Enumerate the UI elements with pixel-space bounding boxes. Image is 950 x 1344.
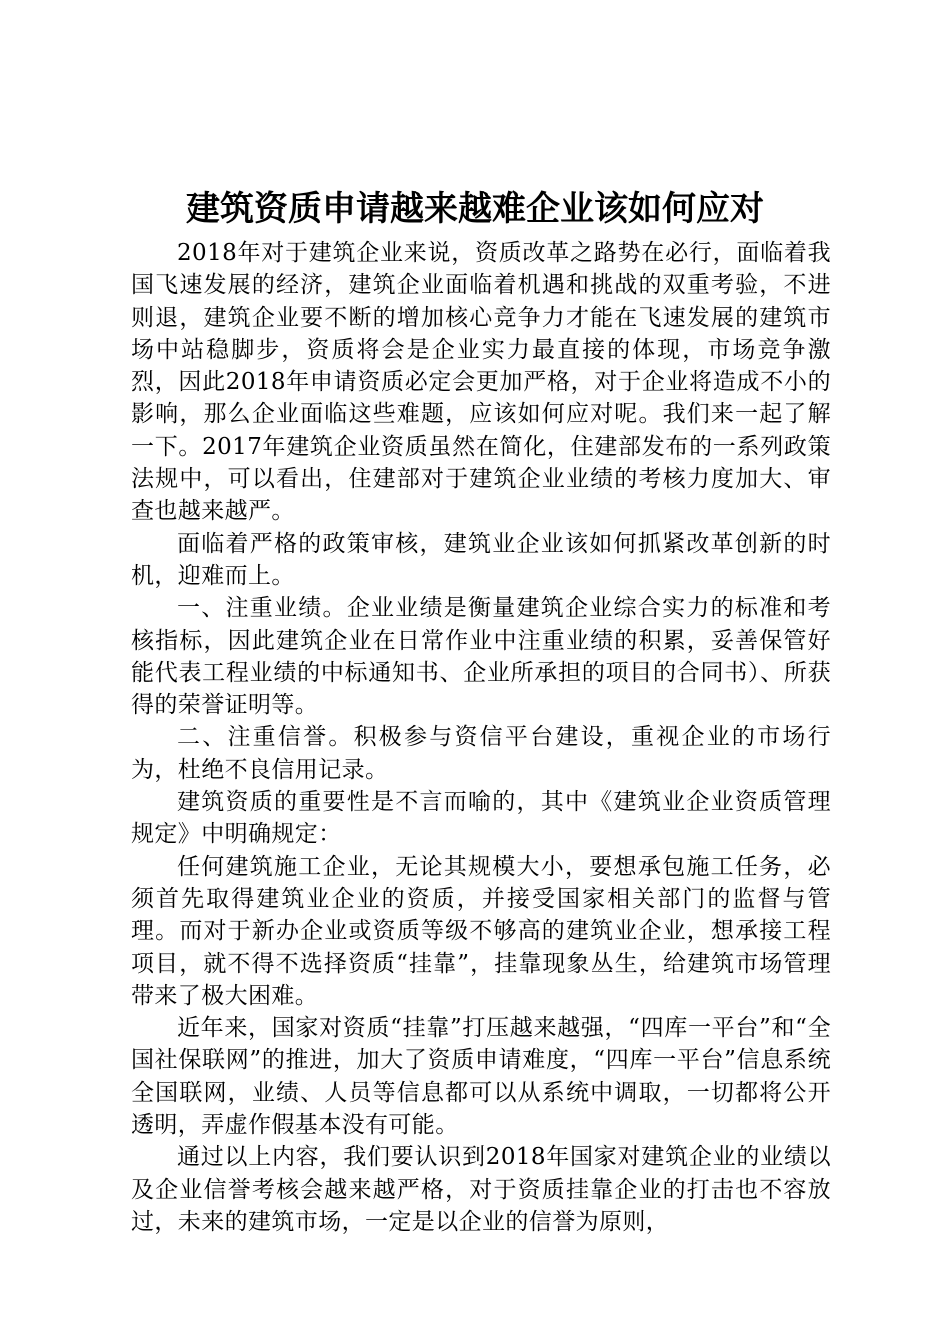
paragraph-regulation-quote: 任何建筑施工企业，无论其规模大小，要想承包施工任务，必须首先取得建筑业企业的资质，并接受国家相关部门的监督与管理。而对于新办企业或资质等级不够高的建筑业企业，想承接工程项目，就不得不选择资质“挂靠”，挂靠现象丛生，给建筑市场管理带来了极大困难。 (131, 853, 831, 1009)
paragraph-policy-review: 面临着严格的政策审核，建筑业企业该如何抓紧改革创新的时机，迎难而上。 (131, 530, 831, 589)
paragraph-regulation-intro: 建筑资质的重要性是不言而喻的，其中《建筑业企业资质管理规定》中明确规定： (131, 789, 831, 848)
paragraph-point-performance: 一、注重业绩。企业业绩是衡量建筑企业综合实力的标准和考核指标，因此建筑企业在日常作业中注重业绩的积累，妥善保管好能代表工程业绩的中标通知书、企业所承担的项目的合同书）、所获得的荣誉证明等。 (131, 595, 831, 719)
paragraph-recent-years: 近年来，国家对资质“挂靠”打压越来越强，“四库一平台”和“全国社保联网”的推进，加大了资质申请难度，“四库一平台”信息系统全国联网，业绩、人员等信息都可以从系统中调取，一切都将公开透明，弄虚作假基本没有可能。 (131, 1015, 831, 1139)
paragraph-point-credit: 二、注重信誉。积极参与资信平台建设，重视企业的市场行为，杜绝不良信用记录。 (131, 724, 831, 783)
paragraph-conclusion: 通过以上内容，我们要认识到2018年国家对建筑企业的业绩以及企业信誉考核会越来越严格，对于资质挂靠企业的打击也不容放过，未来的建筑市场，一定是以企业的信誉为原则， (131, 1144, 831, 1235)
document-title: 建筑资质申请越来越难企业该如何应对 (186, 189, 764, 229)
paragraph-intro: 2018年对于建筑企业来说，资质改革之路势在必行，面临着我国飞速发展的经济，建筑企业面临着机遇和挑战的双重考验，不进则退，建筑企业要不断的增加核心竞争力才能在飞速发展的建筑市场中站稳脚步，资质将会是企业实力最直接的体现，市场竞争激烈，因此2018年申请资质必定会更加严格，对于企业将造成不小的影响，那么企业面临这些难题，应该如何应对呢。我们来一起了解一下。2017年建筑企业资质虽然在简化，住建部发布的一系列政策法规中，可以看出，住建部对于建筑企业业绩的考核力度加大、审查也越来越严。 (131, 240, 831, 525)
document-body (131, 237, 831, 1238)
